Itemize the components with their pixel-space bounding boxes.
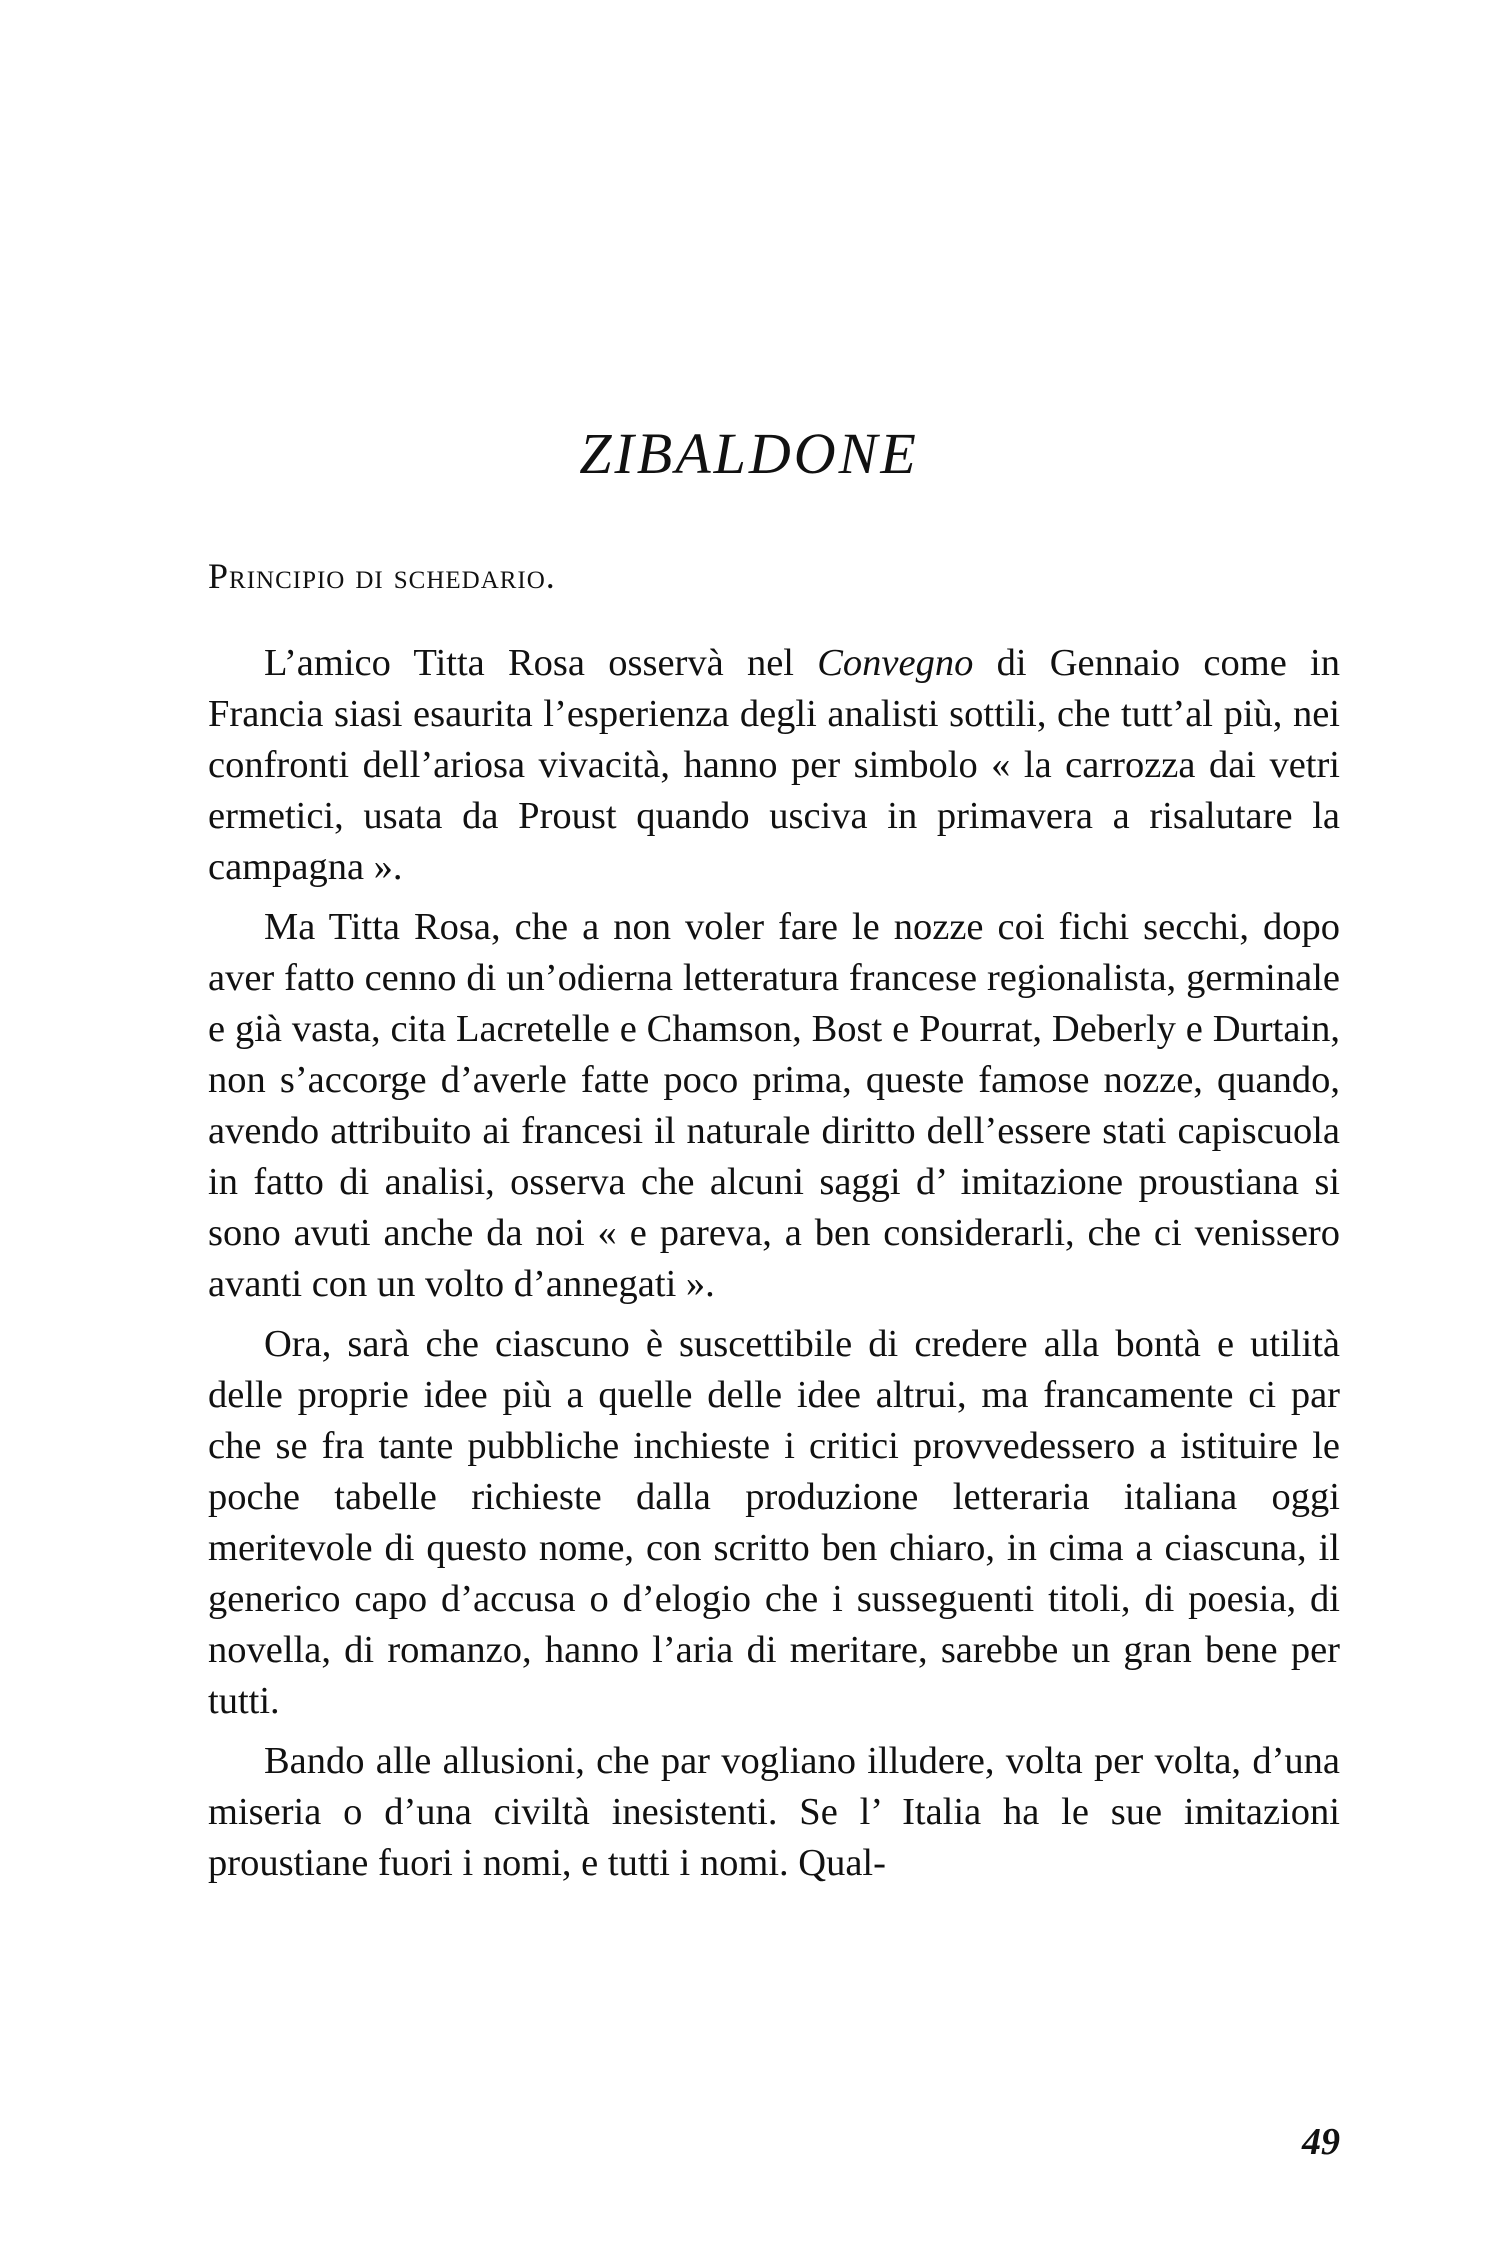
body-text [208, 638, 1340, 1898]
section-heading: Principio di schedario. [208, 556, 556, 596]
page-title: ZIBALDONE [579, 421, 919, 486]
paragraph-4: Bando alle allusioni, che par vogliano illudere, volta per volta, d’una miseria o d’una civiltà inesistenti. Se l’ Italia ha le sue imitazioni proustiane fuori i nomi, e tutti i nomi. Qual- [208, 1740, 1340, 1884]
journal-title-convegno: Convegno [817, 642, 974, 684]
paragraph-3: Ora, sarà che ciascuno è suscettibile di credere alla bontà e utilità delle proprie idee più a quelle delle idee altrui, ma francamente ci par che se fra tante pubbliche inchieste i critici provvedessero a istituire le poche tabelle richieste dalla produzione letteraria italiana oggi meritevole di questo nome, con scritto ben chiaro, in cima a ciascuna, il generico capo d’accusa o d’elogio che i susseguenti titoli, di poesia, di novella, di romanzo, hanno l’aria di meritare, sarebbe un gran bene per tutti. [208, 1323, 1340, 1722]
paragraph-1-before: L’amico Titta Rosa osservà nel [264, 642, 818, 684]
page-number: 49 [1302, 2121, 1340, 2163]
paragraph-1-after: di Gennaio come in Francia siasi esaurita l’esperienza degli analisti sottili, che tutt’al più, nei confronti dell’ariosa vivacità, hanno per simbolo « la carrozza dai vetri ermetici, usata da Proust quando usciva in primavera a risalutare la campagna ». [208, 642, 1340, 888]
paragraph-1 [208, 638, 1340, 893]
paragraph-2: Ma Titta Rosa, che a non voler fare le nozze coi fichi secchi, dopo aver fatto cenno di un’odierna letteratura francese regionalista, germinale e già vasta, cita Lacretelle e Chamson, Bost e Pourrat, Deberly e Durtain, non s’accorge d’averle fatte poco prima, queste famose nozze, quando, avendo attribuito ai francesi il naturale diritto dell’essere stati capiscuola in fatto di analisi, osserva che alcuni saggi d’ imitazione proustiana si sono avuti anche da noi « e pareva, a ben considerarli, che ci venissero avanti con un volto d’annegati ». [208, 906, 1340, 1305]
